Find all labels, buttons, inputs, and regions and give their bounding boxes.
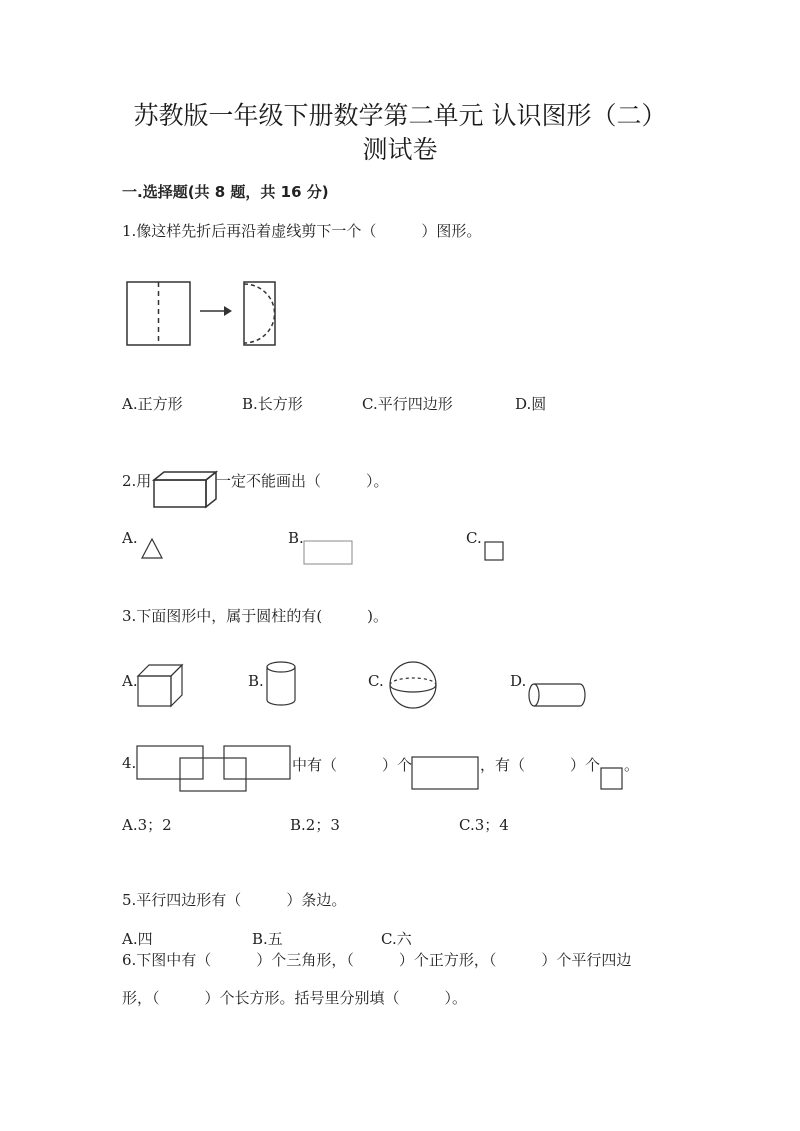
q3-horizontal-cylinder-icon xyxy=(526,682,588,710)
q2-rectangle-icon xyxy=(303,540,355,566)
q1-cut-arc xyxy=(244,284,275,343)
question-4-number: 4. xyxy=(122,754,137,772)
q5-option-c[interactable]: C.六 xyxy=(381,930,412,948)
question-5-text: 5.平行四边形有（ ）条边。 xyxy=(122,891,347,909)
q2-square-icon xyxy=(484,541,506,563)
q3-cylinder-icon xyxy=(264,660,300,710)
q1-folded-rect xyxy=(244,282,275,345)
question-2-suffix: 一定不能画出（ ）。 xyxy=(216,472,389,490)
q3-option-d[interactable]: D. xyxy=(510,672,527,690)
q1-option-d[interactable]: D.圆 xyxy=(515,395,547,413)
q3-option-c[interactable]: C. xyxy=(368,672,384,690)
q3-option-a[interactable]: A. xyxy=(122,672,138,690)
question-6-line2: 形，（ ）个长方形。括号里分别填（ ）。 xyxy=(122,989,468,1007)
question-4-text-b: ，有（ ）个 xyxy=(480,756,601,774)
q5-option-b[interactable]: B.五 xyxy=(252,930,283,948)
q1-option-c[interactable]: C.平行四边形 xyxy=(362,395,453,413)
page-title-line2: 测试卷 xyxy=(362,135,438,164)
q4-overlapping-rectangles-figure xyxy=(136,744,294,794)
question-6-line1: 6.下图中有（ ）个三角形，（ ）个正方形，（ ）个平行四边 xyxy=(122,951,632,969)
q4-square-icon xyxy=(600,767,624,791)
q3-option-b[interactable]: B. xyxy=(248,672,264,690)
page-title: 苏教版一年级下册数学第二单元 认识图形（二） xyxy=(133,101,667,130)
question-4-text-a: 中有（ ）个 xyxy=(292,756,413,774)
q2-triangle-icon xyxy=(140,537,164,561)
q2-cuboid-icon xyxy=(152,470,218,510)
question-1-text: 1.像这样先折后再沿着虚线剪下一个（ ）图形。 xyxy=(122,222,482,240)
q4-option-b[interactable]: B.2；3 xyxy=(290,816,340,834)
q4-rectangle-icon xyxy=(411,756,481,792)
question-3-text: 3.下面图形中，属于圆柱的有( )。 xyxy=(122,607,389,625)
section-header-choice: 一.选择题(共 8 题，共 16 分) xyxy=(122,183,329,201)
question-4-text-c: 。 xyxy=(624,756,640,774)
q1-option-b[interactable]: B.长方形 xyxy=(242,395,303,413)
q4-option-a[interactable]: A.3；2 xyxy=(122,816,172,834)
q3-cube-icon xyxy=(136,662,186,708)
q1-fold-cut-figure xyxy=(120,275,290,355)
q3-sphere-icon xyxy=(388,660,440,712)
q1-option-a[interactable]: A.正方形 xyxy=(122,395,183,413)
q2-option-a[interactable]: A. xyxy=(122,529,138,547)
q2-option-b[interactable]: B. xyxy=(288,529,304,547)
q2-option-c[interactable]: C. xyxy=(466,529,482,547)
q5-option-a[interactable]: A.四 xyxy=(122,930,153,948)
q4-option-c[interactable]: C.3；4 xyxy=(459,816,509,834)
question-2-prefix: 2.用 xyxy=(122,472,152,490)
